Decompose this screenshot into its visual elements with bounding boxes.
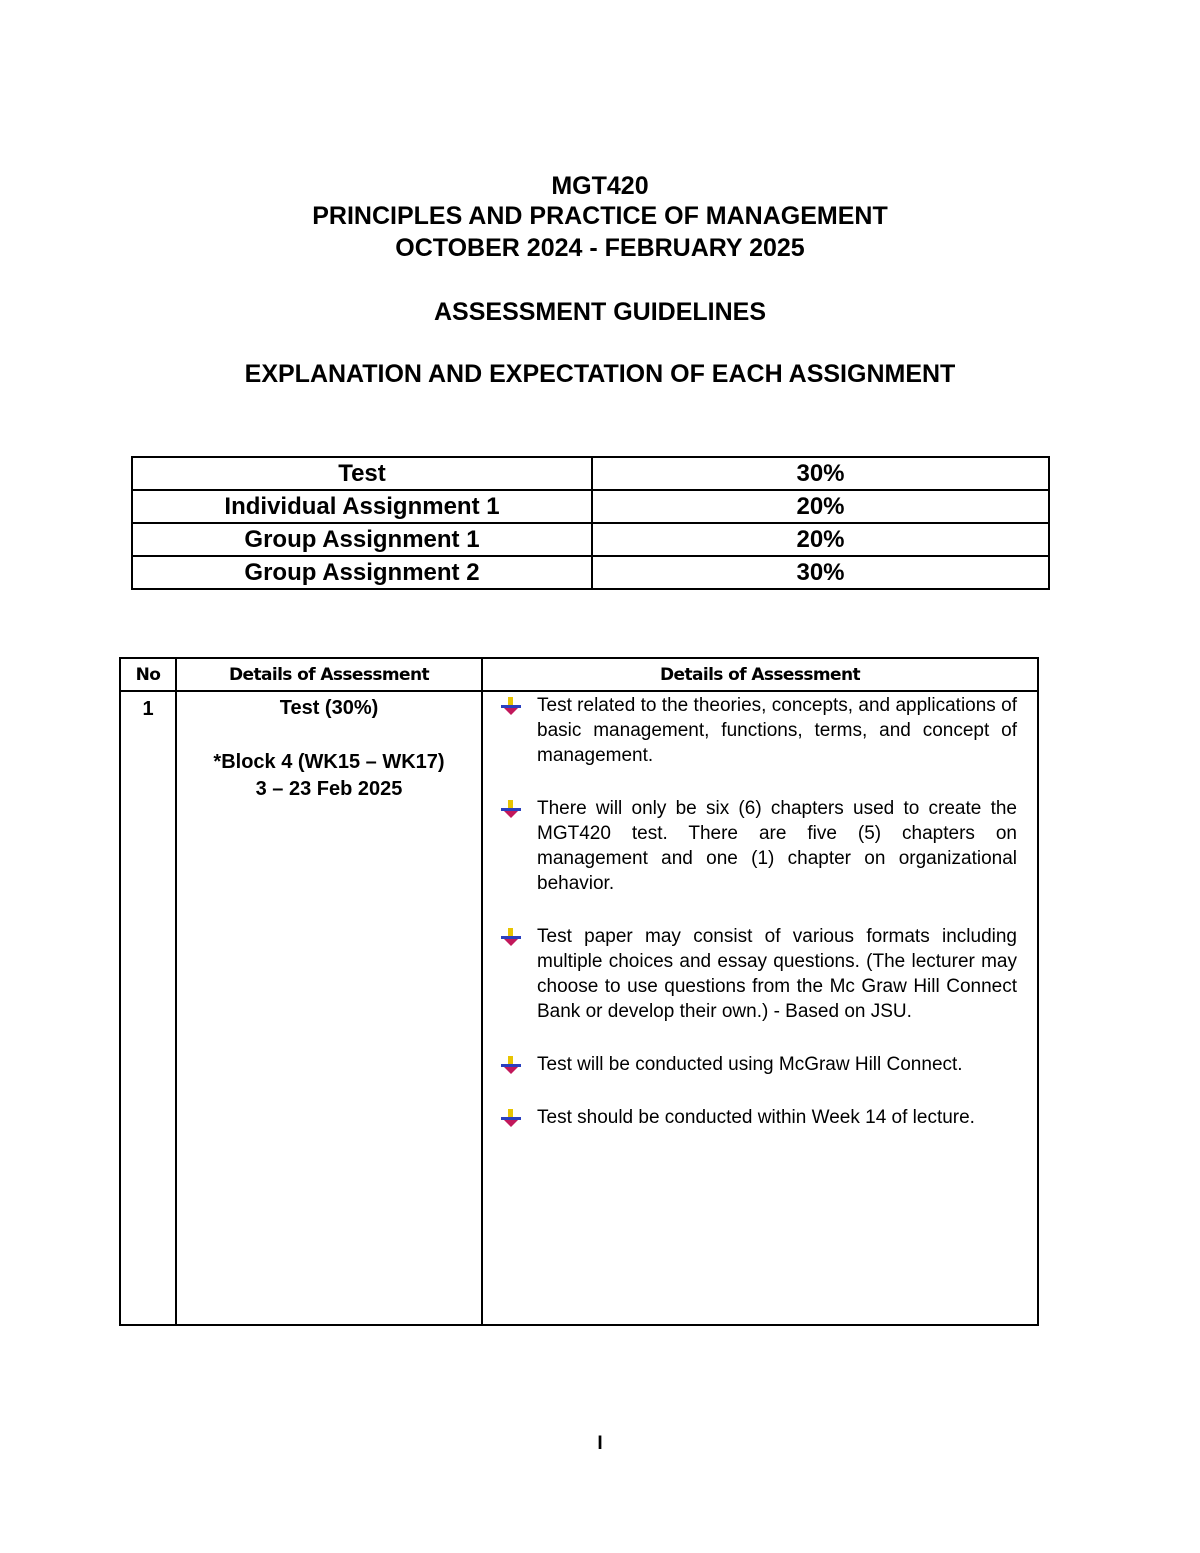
weights-table bbox=[131, 456, 1050, 590]
bullet-text: Test related to the theories, concepts, and applications of basic management, functions, terms, and concept of management. bbox=[537, 695, 1017, 766]
assessment-guidelines-heading: ASSESSMENT GUIDELINES bbox=[434, 298, 766, 326]
table-row bbox=[132, 490, 1049, 523]
bullet-text: Test should be conducted within Week 14 of lecture. bbox=[537, 1107, 975, 1128]
assessment-weight: 20% bbox=[592, 523, 1049, 556]
row-number: 1 bbox=[120, 691, 176, 1325]
table-row bbox=[132, 457, 1049, 490]
bullet-list bbox=[483, 692, 1037, 1130]
assessment-weight: 30% bbox=[592, 457, 1049, 490]
column-header-no: No bbox=[120, 658, 176, 691]
table-row bbox=[132, 523, 1049, 556]
bullet-text: There will only be six (6) chapters used to create the MGT420 test. There are five (5) chapters on management and one (1) chapter on organizational behavior. bbox=[537, 798, 1017, 894]
assessment-block: *Block 4 (WK15 – WK17) bbox=[213, 751, 445, 773]
assessment-dates: 3 – 23 Feb 2025 bbox=[255, 778, 403, 800]
arrow-down-bullet-icon bbox=[501, 800, 523, 818]
assessment-cell bbox=[176, 691, 482, 1325]
column-header-assessment: Details of Assessment bbox=[176, 658, 482, 691]
assessment-weight: 30% bbox=[592, 556, 1049, 589]
details-table bbox=[119, 657, 1039, 1326]
assessment-name: Test bbox=[132, 457, 592, 490]
course-code: MGT420 bbox=[551, 172, 649, 200]
arrow-down-bullet-icon bbox=[501, 928, 523, 946]
table-header-row bbox=[120, 658, 1038, 691]
table-row bbox=[132, 556, 1049, 589]
bullet-text: Test will be conducted using McGraw Hill Connect. bbox=[537, 1054, 963, 1075]
arrow-down-bullet-icon bbox=[501, 697, 523, 715]
bullet-text: Test paper may consist of various formats including multiple choices and essay questions. (The lecturer may choose to use questions from the Mc Graw Hill Connect Bank or develop their own.) - Based on JSU. bbox=[537, 926, 1017, 1022]
list-item bbox=[537, 693, 1017, 768]
assessment-details-cell bbox=[482, 691, 1038, 1325]
list-item bbox=[537, 1105, 1017, 1130]
page-number: I bbox=[597, 1433, 603, 1454]
session-period: OCTOBER 2024 - FEBRUARY 2025 bbox=[395, 234, 805, 262]
assessment-name: Individual Assignment 1 bbox=[132, 490, 592, 523]
list-item bbox=[537, 924, 1017, 1024]
arrow-down-bullet-icon bbox=[501, 1056, 523, 1074]
assessment-weight: 20% bbox=[592, 490, 1049, 523]
assessment-name: Group Assignment 2 bbox=[132, 556, 592, 589]
list-item bbox=[537, 1052, 1017, 1077]
assessment-title: Test (30%) bbox=[279, 697, 379, 719]
list-item bbox=[537, 796, 1017, 896]
column-header-details: Details of Assessment bbox=[482, 658, 1038, 691]
course-title: PRINCIPLES AND PRACTICE OF MANAGEMENT bbox=[312, 202, 888, 230]
assessment-name: Group Assignment 1 bbox=[132, 523, 592, 556]
arrow-down-bullet-icon bbox=[501, 1109, 523, 1127]
table-row bbox=[120, 691, 1038, 1325]
explanation-heading: EXPLANATION AND EXPECTATION OF EACH ASSIGNMENT bbox=[244, 360, 956, 388]
